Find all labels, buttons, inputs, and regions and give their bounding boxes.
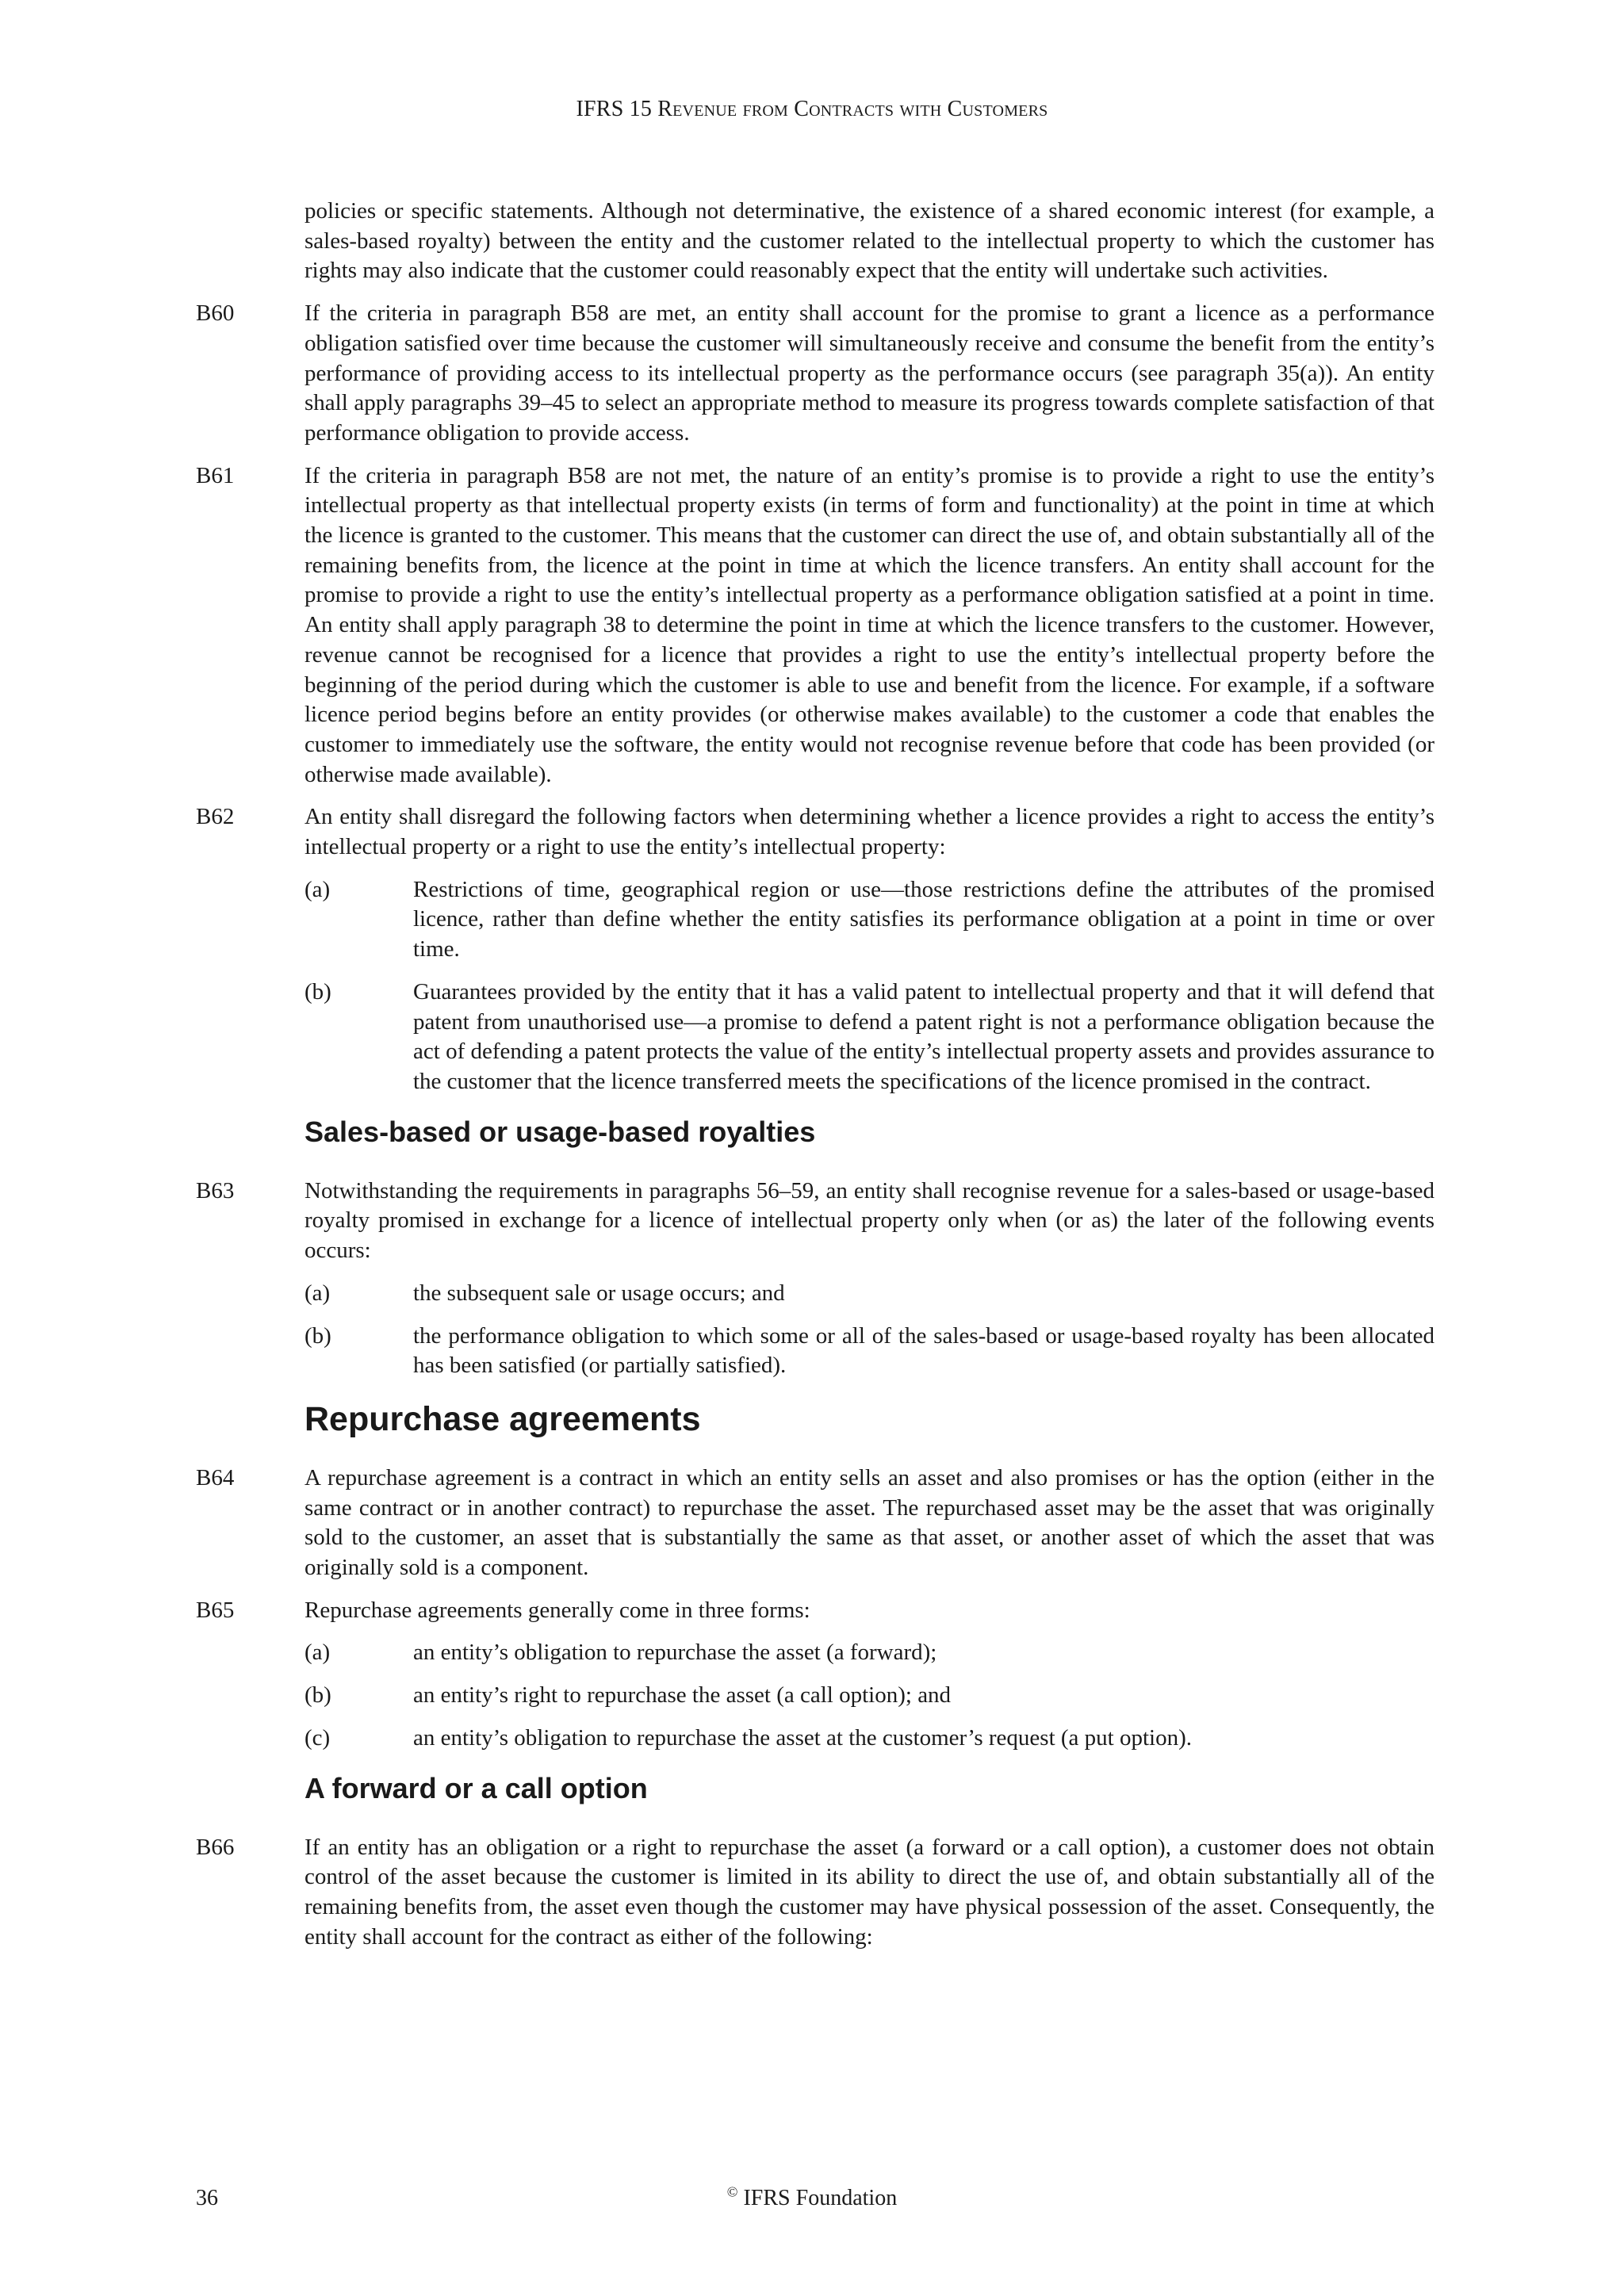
list-item-text: an entity’s obligation to repurchase the asset (a forward);: [413, 1640, 937, 1666]
paragraph-number: B61: [196, 462, 235, 488]
page-number: 36: [196, 2186, 218, 2210]
section-heading-royalties: Sales-based or usage-based royalties: [304, 1115, 816, 1148]
paragraph-number: B62: [196, 804, 235, 830]
list-item-text: an entity’s right to repurchase the asset (a call option); and: [413, 1682, 952, 1709]
list-item-text: the performance obligation to which some or all of the sales-based or usage-based royalty has been allocated has been satisfied (or partially satisfied).: [413, 1322, 1434, 1379]
page-footer: [0, 2183, 1624, 2218]
paragraph-b62: [196, 802, 1434, 862]
list-item: [304, 1638, 1434, 1668]
paragraph-b63: [196, 1177, 1434, 1266]
intro-continuation: policies or specific statements. Although not determinative, the existence of a shared economic interest (for example, a sales-based royalty) between the entity and the customer related to the intellectual property to which the customer has rights may also indicate that the customer could reasonably expect that the entity will undertake such activities.: [304, 198, 1434, 284]
paragraph-b66: [196, 1833, 1434, 1953]
header-title: Revenue from Contracts with Customers: [657, 97, 1048, 121]
list-item-label: (a): [304, 876, 331, 902]
paragraph-number: B63: [196, 1177, 235, 1203]
list-item-label: (c): [304, 1724, 331, 1751]
paragraph-number: B66: [196, 1834, 235, 1860]
paragraph-number: B60: [196, 300, 235, 327]
list-item: [304, 1681, 1434, 1711]
paragraph-text: If the criteria in paragraph B58 are met, an entity shall account for the promise to grant a licence as a performance obligation satisfied over time because the customer will simultaneously receive and consume the benefit from the entity’s performance of providing access to its intellectual property as the performance occurs (see paragraph 35(a)). An entity shall apply paragraphs 39–45 to select an appropriate method to measure its progress towards complete satisfaction of that performance obligation to provide access.: [304, 300, 1434, 446]
list-item-label: (b): [304, 1682, 331, 1709]
list-item: [304, 1279, 1434, 1309]
paragraph-text: Repurchase agreements generally come in three forms:: [304, 1597, 810, 1623]
list-item-label: (b): [304, 1322, 331, 1349]
section-heading-repurchase: Repurchase agreements: [304, 1399, 701, 1438]
list-item-label: (a): [304, 1640, 331, 1666]
paragraph-b65: [196, 1596, 1434, 1626]
paragraph-text: Notwithstanding the requirements in paragraphs 56–59, an entity shall recognise revenue for a sales-based or usage-based royalty promised in exchange for a licence of intellectual property only when (or as) the later of the following events occurs:: [304, 1177, 1434, 1264]
copyright-symbol: ©: [726, 2183, 738, 2200]
list-item-text: the subsequent sale or usage occurs; and: [413, 1280, 785, 1306]
page-body: [196, 197, 1434, 1965]
paragraph-text: A repurchase agreement is a contract in which an entity sells an asset and also promises or has the option (either in the same contract or in another contract) to repurchase the asset. The repurchased asset may be the asset that was originally sold to the customer, an asset that is substantially the same as that asset, or another asset of which the asset that was originally sold is a component.: [304, 1464, 1434, 1581]
paragraph-number: B65: [196, 1597, 235, 1623]
list-item: [304, 1322, 1434, 1381]
section-heading-forward-call: A forward or a call option: [304, 1771, 648, 1804]
paragraph-b60: [196, 299, 1434, 449]
list-item-text: Guarantees provided by the entity that it has a valid patent to intellectual property and that it will defend that patent from unauthorised use—a promise to defend a patent right is not a performance obligation because the act of defending a patent protects the value of the entity’s intellectual property assets and provides assurance to the customer that the licence transferred meets the specifications of the licence promised in the contract.: [413, 978, 1434, 1094]
copyright-notice: [0, 2183, 1624, 2211]
copyright-text: IFRS Foundation: [737, 2186, 898, 2210]
list-item: [304, 1724, 1434, 1754]
list-item: [304, 875, 1434, 965]
running-header: [0, 97, 1624, 122]
list-item-text: Restrictions of time, geographical region or use—those restrictions define the attributes of the promised licence, rather than define whether the entity satisfies its performance obligation at a point in time or over time.: [413, 876, 1434, 962]
paragraph-b61: [196, 461, 1434, 790]
paragraph-text: An entity shall disregard the following factors when determining whether a licence provides a right to access the entity’s intellectual property or a right to use the entity’s intellectual property:: [304, 804, 1434, 860]
header-prefix: IFRS 15: [576, 97, 658, 121]
list-item-text: an entity’s obligation to repurchase the asset at the customer’s request (a put option).: [413, 1724, 1192, 1751]
list-item: [304, 978, 1434, 1097]
list-item-label: (b): [304, 978, 331, 1004]
paragraph-text: If an entity has an obligation or a right to repurchase the asset (a forward or a call option), a customer does not obtain control of the asset because the customer is limited in its ability to direct the use of, and obtain substantially all of the remaining benefits from, the asset even though the customer may have physical possession of the asset. Consequently, the entity shall account for the contract as either of the following:: [304, 1834, 1434, 1950]
paragraph-text: If the criteria in paragraph B58 are not met, the nature of an entity’s promise is to provide a right to use the entity’s intellectual property as that intellectual property exists (in terms of form and functionality) at the point in time at which the licence is granted to the customer. This means that the customer can direct the use of, and obtain substantially all of the remaining benefits from, the licence at the point in time at which the licence transfers. An entity shall account for the promise to provide a right to use the entity’s intellectual property as a performance obligation satisfied at a point in time. An entity shall apply paragraph 38 to determine the point in time at which the licence transfers to the customer. However, revenue cannot be recognised for a licence that provides a right to use the entity’s intellectual property before the beginning of the period during which the customer is able to use and benefit from the licence. For example, if a software licence period begins before an entity provides (or otherwise makes available) to the customer a code that enables the customer to immediately use the software, the entity would not recognise revenue before that code has been provided (or otherwise made available).: [304, 462, 1434, 787]
paragraph-b64: [196, 1464, 1434, 1583]
list-item-label: (a): [304, 1280, 331, 1306]
paragraph-number: B64: [196, 1464, 235, 1490]
